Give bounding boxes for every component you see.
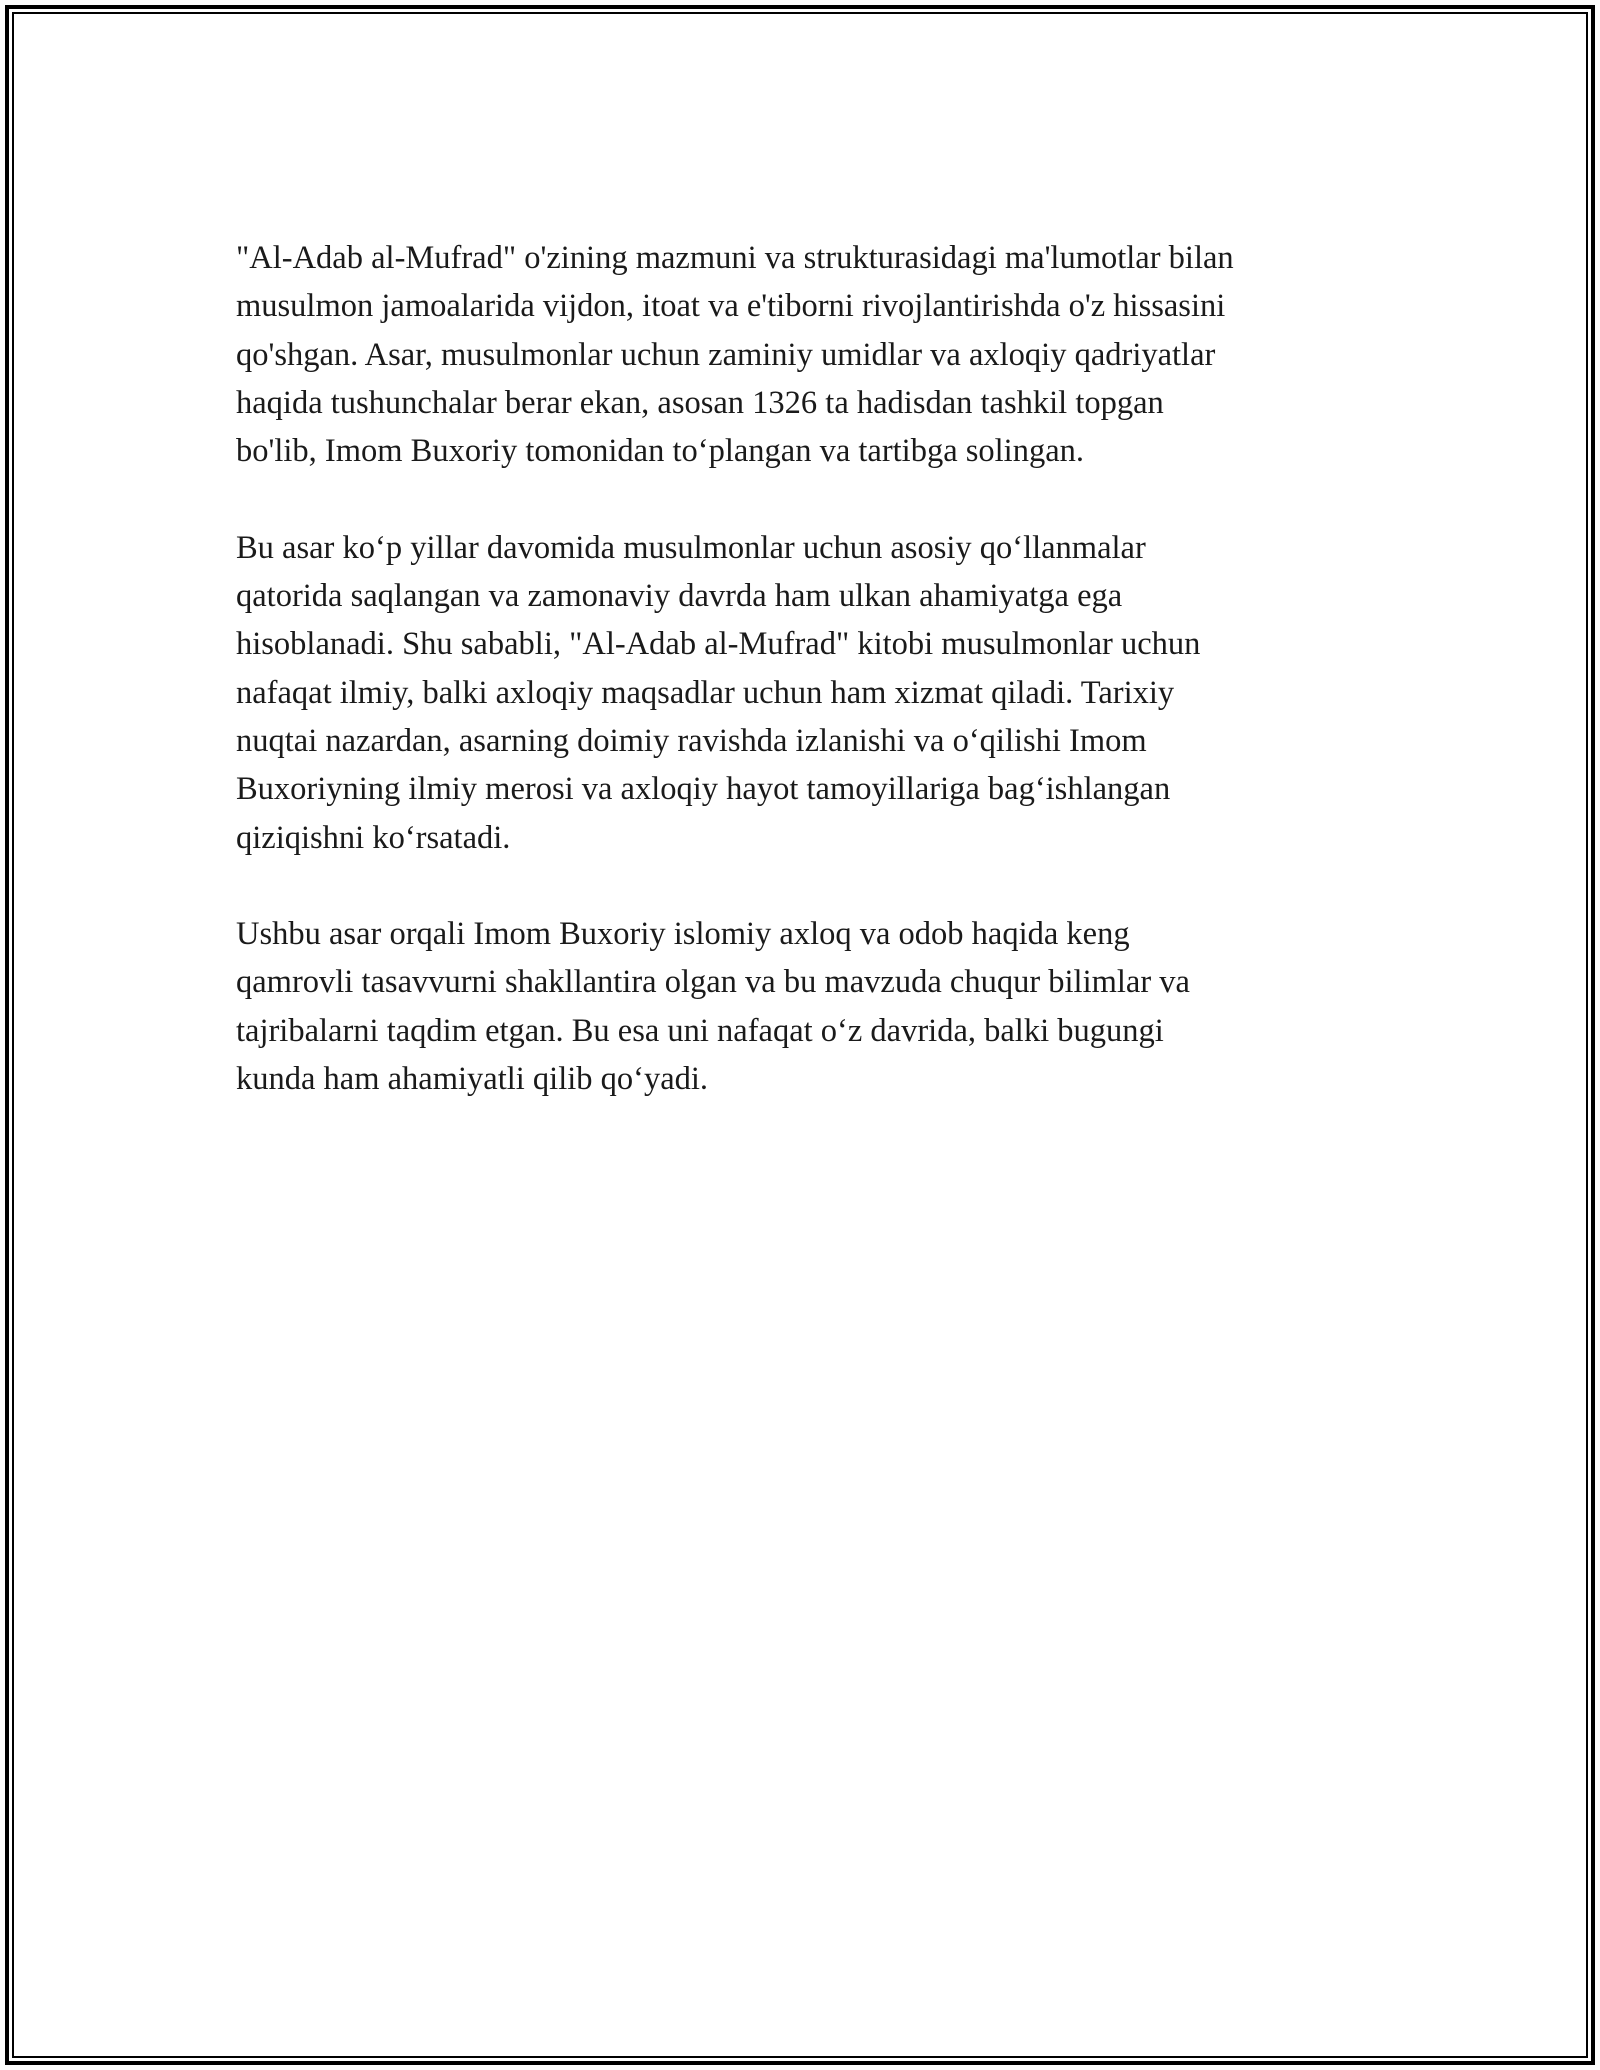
text-line: qamrovli tasavvurni shakllantira olgan va bu mavzuda chuqur bilimlar va [236, 964, 1190, 1001]
paragraph-3 [236, 910, 1416, 1103]
text-line: nafaqat ilmiy, balki axloqiy maqsadlar uchun ham xizmat qiladi. Tarixiy [236, 674, 1175, 711]
text-line: qatorida saqlangan va zamonaviy davrda ham ulkan ahamiyatga ega [236, 578, 1123, 615]
text-line: nuqtai nazardan, asarning doimiy ravishda izlanishi va o‘qilishi Imom [236, 722, 1147, 759]
text-line: hisoblanadi. Shu sababli, "Al-Adab al-Mufrad" kitobi musulmonlar uchun [236, 626, 1201, 663]
paragraph-1 [236, 234, 1416, 475]
text-line: Buxoriyning ilmiy merosi va axloqiy hayot tamoyillariga bag‘ishlangan [236, 771, 1171, 808]
text-line: tajribalarni taqdim etgan. Bu esa uni nafaqat o‘z davrida, balki bugungi [236, 1012, 1164, 1049]
text-line: "Al-Adab al-Mufrad" o'zining mazmuni va strukturasidagi ma'lumotlar bilan [236, 240, 1234, 276]
text-line: haqida tushunchalar berar ekan, asosan 1326 ta hadisdan tashkil topgan [236, 384, 1164, 421]
document-body [236, 234, 1416, 1152]
text-line: bo'lib, Imom Buxoriy tomonidan to‘plangan va tartibga solingan. [236, 433, 1085, 470]
text-line: qiziqishni ko‘rsatadi. [236, 819, 511, 856]
text-line: Bu asar ko‘p yillar davomida musulmonlar uchun asosiy qo‘llanmalar [236, 529, 1146, 566]
text-line: musulmon jamoalarida vijdon, itoat va e'tiborni rivojlantirishda o'z hissasini [236, 288, 1226, 325]
paragraph-2 [236, 524, 1416, 862]
text-line: kunda ham ahamiyatli qilib qo‘yadi. [236, 1061, 709, 1098]
text-line: qo'shgan. Asar, musulmonlar uchun zaminiy umidlar va axloqiy qadriyatlar [236, 336, 1216, 373]
text-line: Ushbu asar orqali Imom Buxoriy islomiy axloq va odob haqida keng [236, 916, 1130, 953]
